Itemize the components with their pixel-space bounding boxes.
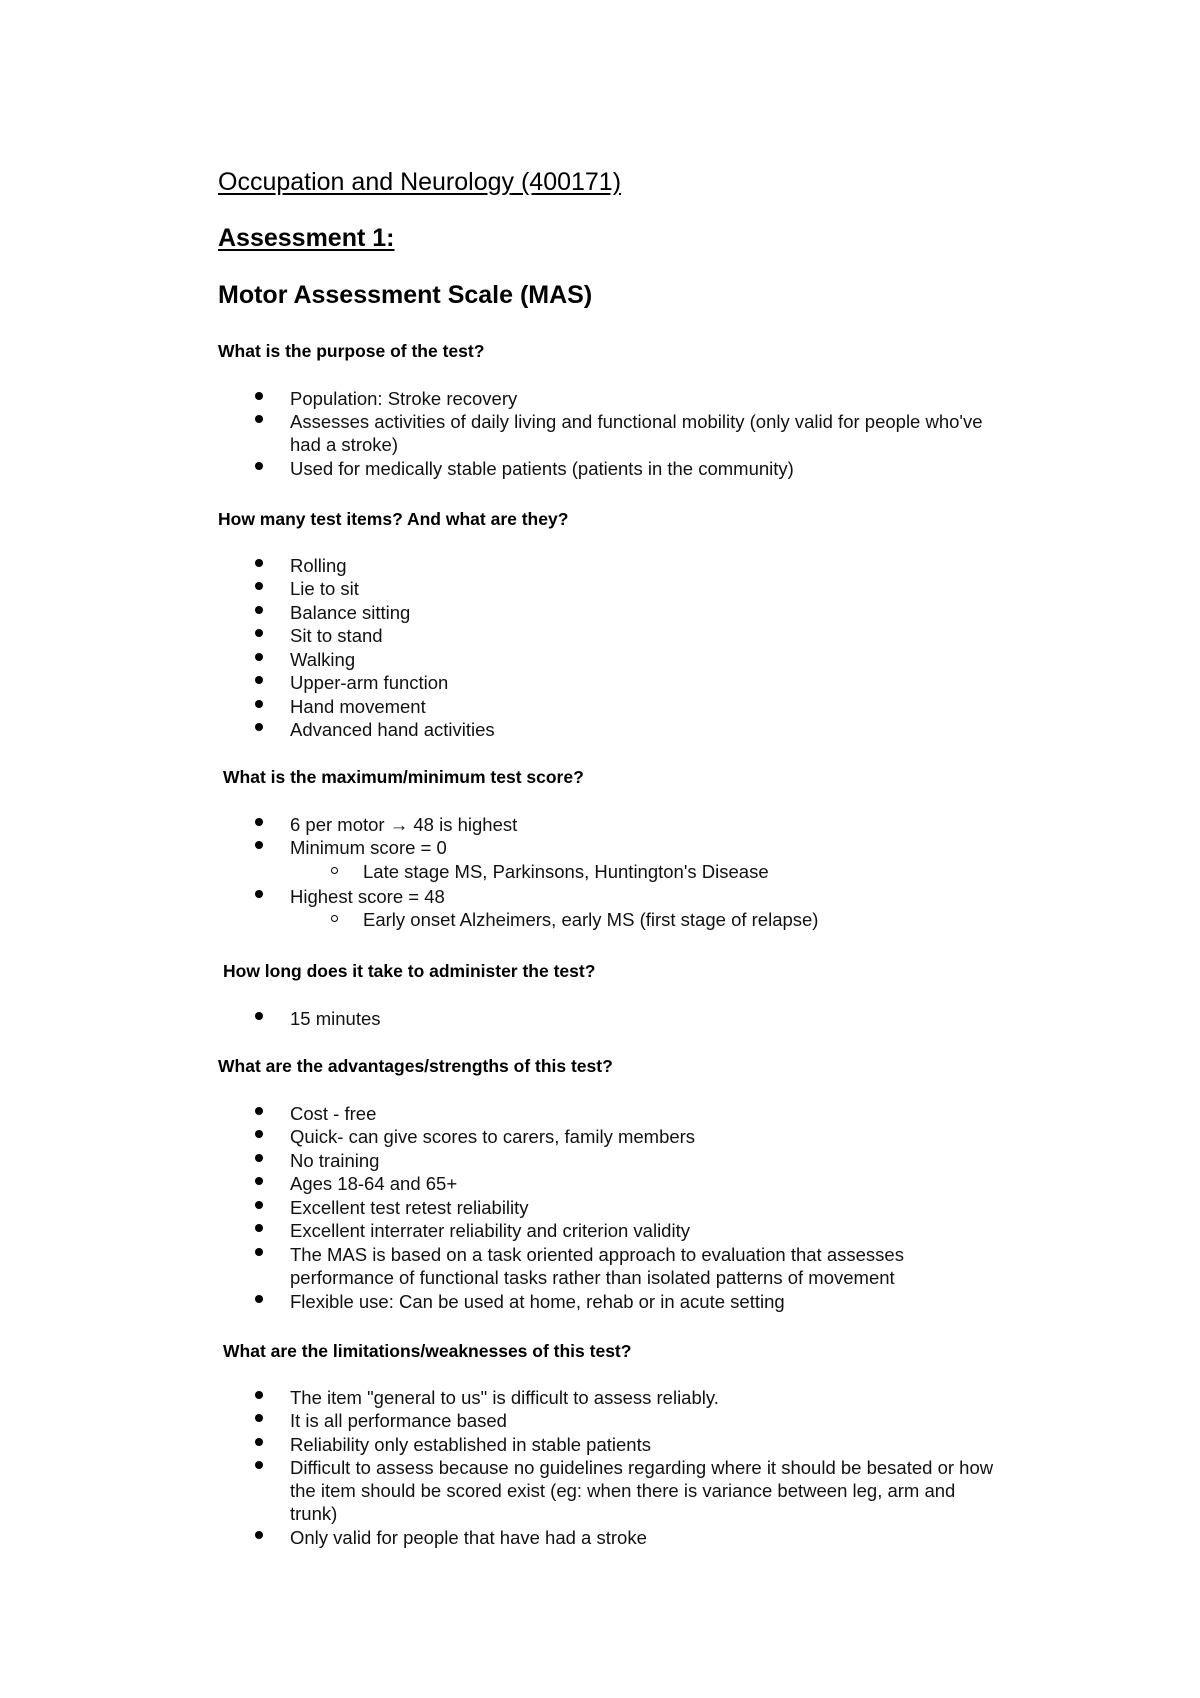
- list-item: Walking: [290, 649, 356, 670]
- course-title: Occupation and Neurology (400171): [218, 168, 622, 196]
- list-item: Assesses activities of daily living and functional mobility (only valid for people who've: [290, 411, 983, 432]
- list-item: Quick- can give scores to carers, family members: [290, 1126, 696, 1147]
- list-item: Excellent test retest reliability: [290, 1197, 529, 1218]
- list-item: Excellent interrater reliability and criterion validity: [290, 1220, 690, 1241]
- list-item: Reliability only established in stable patients: [290, 1434, 651, 1455]
- list-item: 15 minutes: [290, 1008, 381, 1029]
- list-item: Cost - free: [290, 1103, 377, 1124]
- bullet-icon: [255, 1531, 263, 1539]
- bullet-icon: [255, 1154, 263, 1162]
- list-item: Minimum score = 0: [290, 837, 447, 858]
- list-item: Only valid for people that have had a stroke: [290, 1527, 647, 1548]
- list-item-continuation: performance of functional tasks rather than isolated patterns of movement: [290, 1267, 895, 1288]
- limitations-question: What are the limitations/weaknesses of this test?: [223, 1341, 632, 1361]
- bullet-icon: [255, 700, 263, 708]
- list-item: 6 per motor → 48 is highest: [290, 814, 518, 835]
- list-item: Lie to sit: [290, 578, 359, 599]
- bullet-icon: [255, 1107, 263, 1115]
- bullet-icon: [255, 676, 263, 684]
- list-item: Hand movement: [290, 696, 426, 717]
- bullet-icon: [255, 1224, 263, 1232]
- bullet-icon: [255, 415, 263, 423]
- bullet-icon: [255, 582, 263, 590]
- purpose-question: What is the purpose of the test?: [218, 341, 485, 361]
- bullet-icon: [255, 462, 263, 470]
- bullet-icon: [255, 1201, 263, 1209]
- list-item: Sit to stand: [290, 625, 383, 646]
- list-item-continuation: trunk): [290, 1503, 338, 1524]
- bullet-icon: [255, 559, 263, 567]
- sub-list-item: Late stage MS, Parkinsons, Huntington's Disease: [363, 861, 769, 882]
- bullet-icon: [255, 1248, 263, 1256]
- bullet-icon: [255, 1177, 263, 1185]
- advantages-question: What are the advantages/strengths of this test?: [218, 1056, 613, 1076]
- sub-bullet-icon: [331, 867, 338, 874]
- bullet-icon: [255, 1012, 263, 1020]
- list-item: It is all performance based: [290, 1410, 507, 1431]
- bullet-icon: [255, 1438, 263, 1446]
- sub-bullet-icon: [331, 915, 338, 922]
- test-name-heading: Motor Assessment Scale (MAS): [218, 281, 593, 309]
- bullet-icon: [255, 1295, 263, 1303]
- bullet-icon: [255, 723, 263, 731]
- list-item: Upper-arm function: [290, 672, 449, 693]
- bullet-icon: [255, 818, 263, 826]
- assessment-heading: Assessment 1:: [218, 224, 395, 252]
- list-item: No training: [290, 1150, 380, 1171]
- bullet-icon: [255, 841, 263, 849]
- bullet-icon: [255, 653, 263, 661]
- duration-question: How long does it take to administer the test?: [223, 961, 596, 981]
- bullet-icon: [255, 1130, 263, 1138]
- list-item: Rolling: [290, 555, 347, 576]
- bullet-icon: [255, 606, 263, 614]
- list-item: The item "general to us" is difficult to assess reliably.: [290, 1387, 719, 1408]
- bullet-icon: [255, 1391, 263, 1399]
- list-item: Highest score = 48: [290, 886, 445, 907]
- score-question: What is the maximum/minimum test score?: [223, 767, 584, 787]
- list-item: Balance sitting: [290, 602, 411, 623]
- list-item: Ages 18-64 and 65+: [290, 1173, 458, 1194]
- list-item: Difficult to assess because no guidelines regarding where it should be besated or how: [290, 1457, 994, 1478]
- list-item: The MAS is based on a task oriented approach to evaluation that assesses: [290, 1244, 904, 1265]
- list-item: Used for medically stable patients (patients in the community): [290, 458, 794, 479]
- list-item-continuation: the item should be scored exist (eg: when there is variance between leg, arm and: [290, 1480, 956, 1501]
- bullet-icon: [255, 890, 263, 898]
- list-item: Population: Stroke recovery: [290, 388, 518, 409]
- list-item: Advanced hand activities: [290, 719, 495, 740]
- bullet-icon: [255, 1461, 263, 1469]
- list-item-continuation: had a stroke): [290, 434, 398, 455]
- list-item: Flexible use: Can be used at home, rehab or in acute setting: [290, 1291, 785, 1312]
- bullet-icon: [255, 392, 263, 400]
- items-question: How many test items? And what are they?: [218, 509, 569, 529]
- bullet-icon: [255, 629, 263, 637]
- bullet-icon: [255, 1414, 263, 1422]
- sub-list-item: Early onset Alzheimers, early MS (first stage of relapse): [363, 909, 819, 930]
